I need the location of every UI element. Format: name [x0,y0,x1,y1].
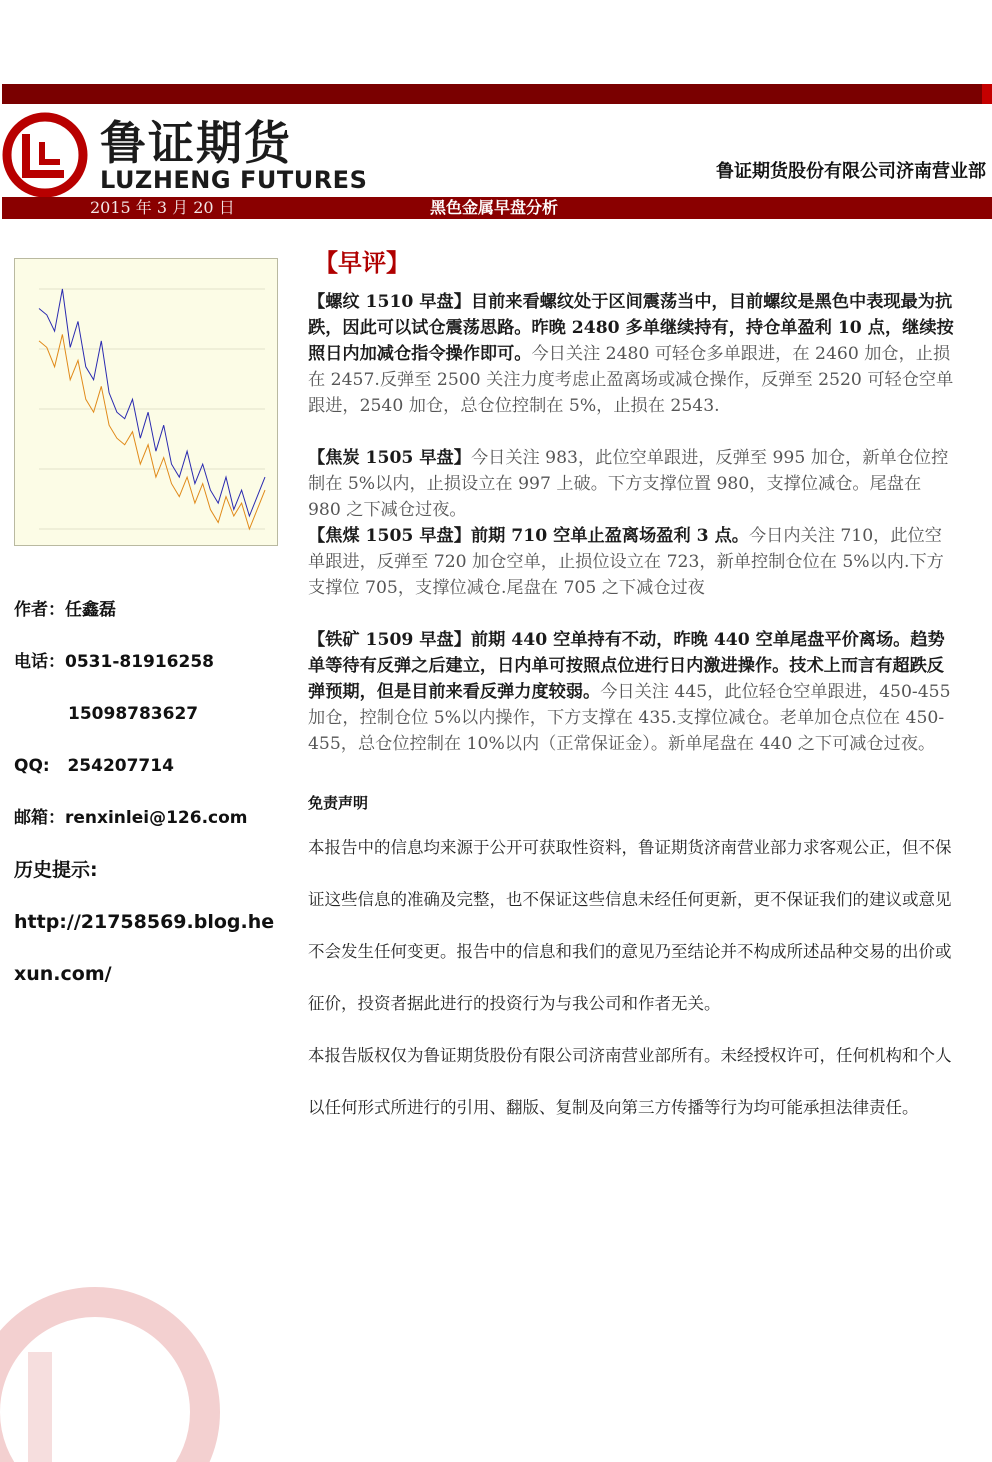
phone-1: 电话：0531-81916258 [14,652,214,672]
iron-ore-body: 今日关注 445，此位轻仓空单跟进，450-455 加仓，控制仓位 5%以内操作，下方支撑在 435.支撑位减仓。老单加仓点位在 450-455，总仓位控制在 10%以内（正常保证金）。新单尾盘在 440 之下可减仓过夜。 [308,682,951,754]
chart-series-line-1 [39,289,265,516]
luzheng-logo-icon [2,112,88,198]
history-label: 历史提示: [14,859,98,881]
price-chart [14,258,278,546]
coking-coal-body: 今日内关注 710，此位空单跟进，反弹至 720 加仓空单，止损位设立在 723，新单控制仓位在 5%以内.下方支撑位 705，支撑位减仓.尾盘在 705 之下减仓过夜 [308,526,944,598]
report-title: 黑色金属早盘分析 [430,198,559,217]
logo-english-text: LUZHENG FUTURES [100,166,368,194]
coking-coal-heading: 【焦煤 1505 早盘】前期 710 空单止盈离场盈利 3 点。 [308,526,749,546]
section-title-review: 【早评】 [314,248,410,277]
header-top-bar [2,84,992,104]
iron-ore-heading: 【铁矿 1509 早盘】前期 440 空单持有不动，昨晚 440 空单尾盘平价离场。趋势单等待有反弹之后建立，日内单可按照点位进行日内激进操作。技术上而言有超跌反弹预期，但是目前来看反弹力度较弱。 [308,630,945,702]
iron-ore-analysis [308,627,958,757]
date-title-bar [2,197,992,219]
rebar-analysis [308,289,958,419]
company-name: 鲁证期货股份有限公司济南营业部 [716,161,986,182]
logo-chinese-text: 鲁证期货 [100,116,292,170]
author: 作者：任鑫磊 [14,600,116,620]
coking-coal-analysis [308,523,958,601]
phone-2: 15098783627 [68,704,199,724]
blog-url-line-1[interactable]: http://21758569.blog.he [14,911,275,933]
blog-url-line-2[interactable]: xun.com/ [14,963,112,985]
rebar-body: 今日关注 2480 可轻仓多单跟进，在 2460 加仓，止损在 2457.反弹至 2500 关注力度考虑止盈离场或减仓操作，反弹至 2520 可轻仓空单跟进，2540 加仓，总仓位控制在 5%，止损在 2543. [308,344,954,416]
qq-number: QQ: 254207714 [14,756,174,776]
report-date: 2015 年 3 月 20 日 [90,198,235,217]
header-top-bar-edge [982,84,992,104]
coke-heading: 【焦炭 1505 早盘】 [308,448,471,468]
coke-analysis [308,445,958,523]
disclaimer-paragraph-2: 本报告版权仅为鲁证期货股份有限公司济南营业部所有。未经授权许可，任何机构和个人以任何形式所进行的引用、翻版、复制及向第三方传播等行为均可能承担法律责任。 [308,1046,952,1117]
email: 邮箱：renxinlei@126.com [14,808,248,828]
watermark-logo-icon [0,1262,230,1462]
price-chart-svg [15,259,277,545]
disclaimer-title: 免责声明 [308,794,369,812]
rebar-heading: 【螺纹 1510 早盘】目前来看螺纹处于区间震荡当中，目前螺纹是黑色中表现最为抗跌，因此可以试仓震荡思路。昨晚 2480 多单继续持有，持仓单盈利 10 点，继续按照日内加减仓指令操作即可。 [308,292,954,364]
disclaimer-paragraph-1: 本报告中的信息均来源于公开可获取性资料，鲁证期货济南营业部力求客观公正，但不保证这些信息的准确及完整，也不保证这些信息未经任何更新，更不保证我们的建议或意见不会发生任何变更。报告中的信息和我们的意见乃至结论并不构成所述品种交易的出价或征价，投资者据此进行的投资行为与我公司和作者无关。 [308,838,952,1013]
coke-body: 今日关注 983，此位空单跟进，反弹至 995 加仓，新单仓位控制在 5%以内，止损设立在 997 上破。下方支撑位置 980，支撑位减仓。尾盘在 980 之下减仓过夜。 [308,448,949,520]
